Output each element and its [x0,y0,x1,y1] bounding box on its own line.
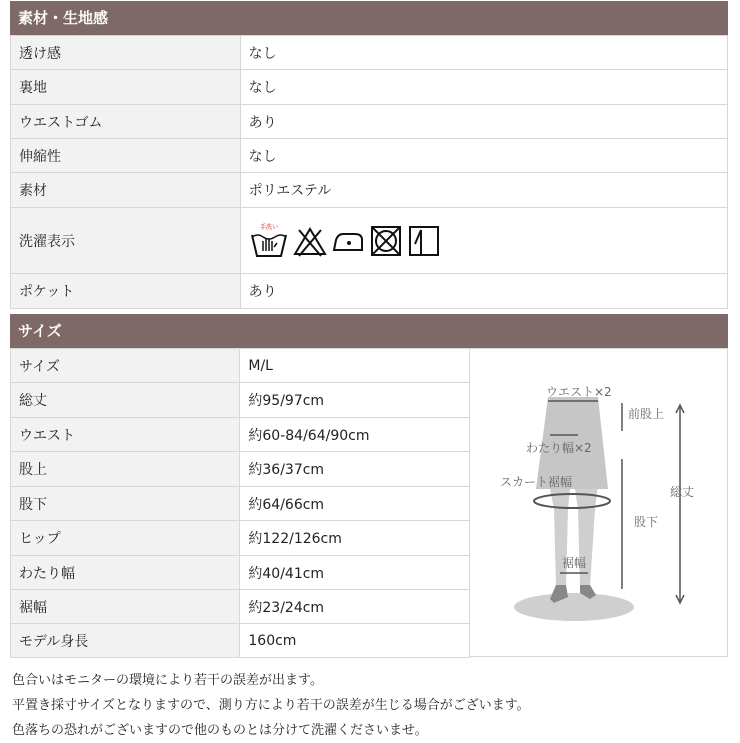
hand-wash-text: 手洗い [259,223,278,231]
table-row [11,70,728,105]
row-label: 裏地 [11,70,241,105]
row-label: 総丈 [11,383,240,418]
table-row [11,349,470,383]
row-label: 伸縮性 [11,139,241,173]
row-label: わたり幅 [11,556,240,590]
table-row [11,139,728,173]
measurement-diagram [470,348,728,657]
note-wash: 色落ちの恐れがございますので他のものとは分けて洗濯くださいませ。 [12,723,428,738]
material-table [10,35,728,309]
row-label: ウエスト [11,418,240,452]
note-measurement: 平置き採寸サイズとなりますので、測り方により若干の誤差が生じる場合がございます。 [12,698,530,713]
table-row [11,418,470,452]
material-section-title: 素材・生地感 [18,9,109,27]
row-value: 約40/41cm [240,556,470,590]
row-label: 素材 [11,173,241,208]
row-label: ポケット [11,274,241,309]
row-value: 約122/126cm [240,521,470,556]
table-row [11,274,728,309]
diagram-label-total-length: 総丈 [670,485,695,499]
row-value: 約36/37cm [240,452,470,487]
diagram-label-rise: 前股上 [628,407,665,421]
row-label: 裾幅 [11,590,240,624]
row-value: ポリエステル [240,173,727,208]
care-label-cell [240,208,727,274]
line-dry-icon [407,224,441,258]
diagram-label-skirt-hem: スカート裾幅 [500,475,573,489]
diagram-label-hem: 裾幅 [562,556,587,570]
material-section-header [10,1,728,35]
row-value: 約95/97cm [240,383,470,418]
table-row [11,208,728,274]
row-value: 約64/66cm [240,487,470,521]
table-row [11,36,728,70]
table-row [11,173,728,208]
row-value: 160cm [240,624,470,658]
row-value: あり [240,105,727,139]
row-value: なし [240,36,727,70]
diagram-label-waist: ウエスト×2 [546,385,612,399]
row-label: 股上 [11,452,240,487]
table-row [11,452,470,487]
low-iron-icon [331,224,365,258]
row-value: 約60-84/64/90cm [240,418,470,452]
table-row [11,556,470,590]
table-row [11,487,470,521]
row-value: M/L [240,349,470,383]
size-section-header [10,314,728,348]
row-value: なし [240,70,727,105]
table-row [11,590,470,624]
note-color: 色合いはモニターの環境により若干の誤差が出ます。 [12,673,323,688]
table-row [11,624,470,658]
row-label: モデル身長 [11,624,240,658]
row-label: 股下 [11,487,240,521]
row-value: なし [240,139,727,173]
row-label: ヒップ [11,521,240,556]
diagram-label-thigh: わたり幅×2 [526,441,592,455]
table-row [11,521,470,556]
hand-wash-icon [249,221,289,261]
size-section-title: サイズ [18,322,62,340]
row-value: あり [240,274,727,309]
row-value: 約23/24cm [240,590,470,624]
diagram-label-inseam: 股下 [634,515,659,529]
no-bleach-icon [293,224,327,258]
row-label: 洗濯表示 [11,208,241,274]
table-row [11,383,470,418]
notes [12,668,530,743]
no-tumble-dry-icon [369,224,403,258]
row-label: 透け感 [11,36,241,70]
size-table [10,348,470,658]
care-icons [249,221,719,261]
table-row [11,105,728,139]
row-label: ウエストゴム [11,105,241,139]
row-label: サイズ [11,349,240,383]
